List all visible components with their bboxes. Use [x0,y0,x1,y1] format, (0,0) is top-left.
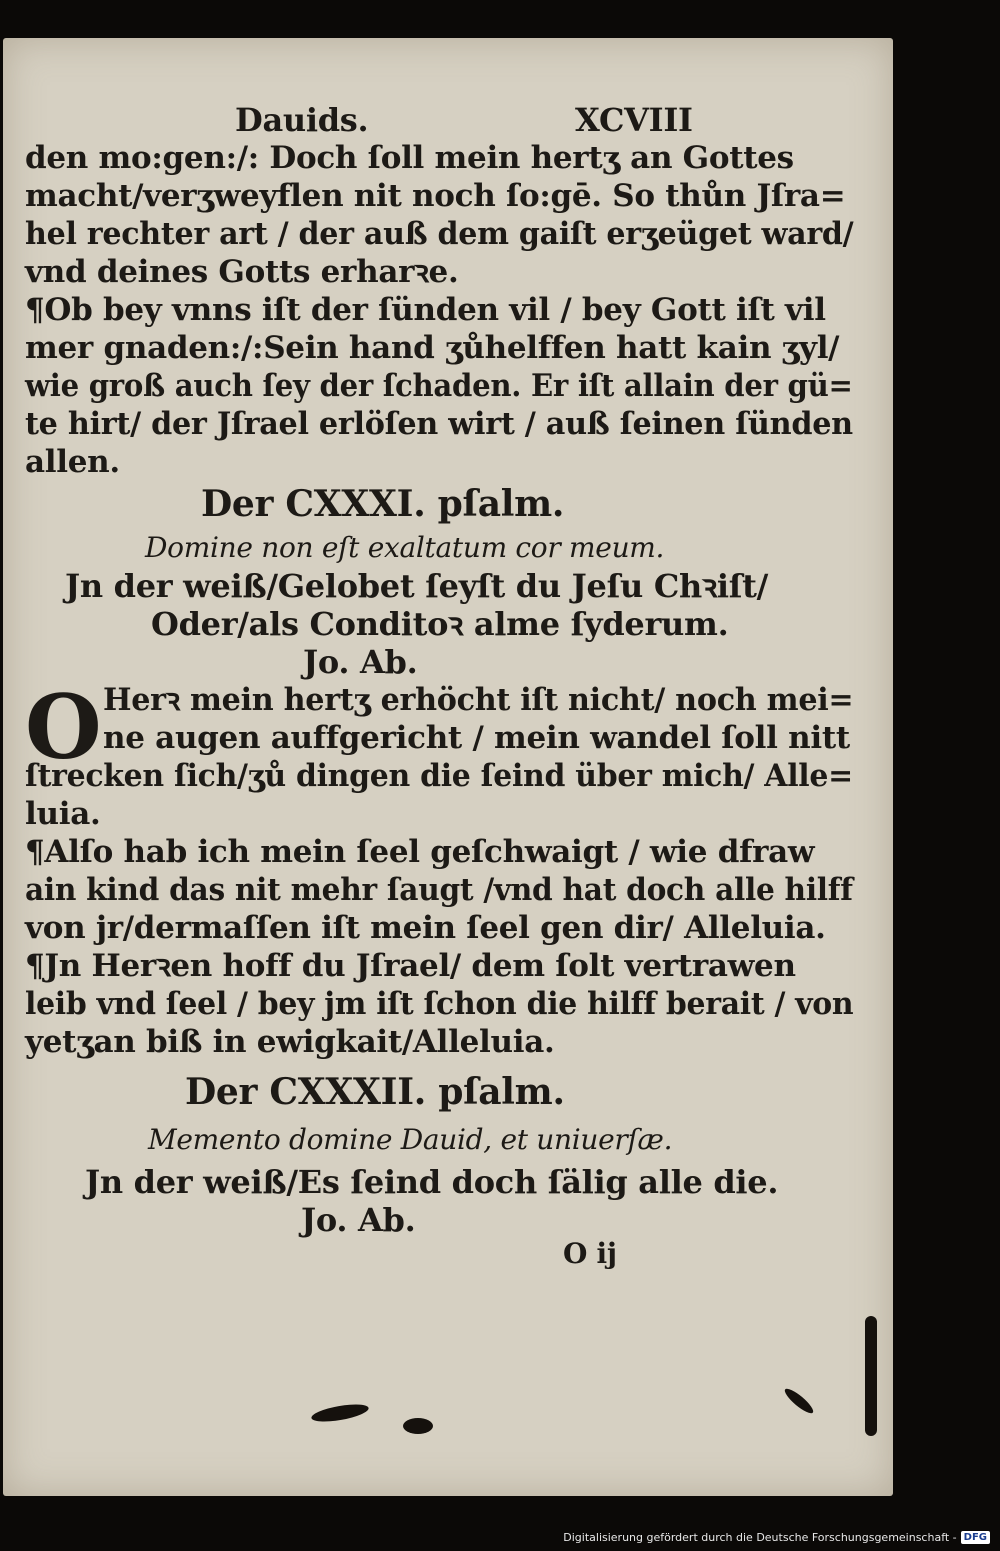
psalm-131-latin-incipit: Domine non eſt exaltatum cor meum. [145,531,665,564]
text-line: wie groß auch ſey der ſchaden. Er iſt allain der gü= [25,368,853,404]
text-line: mer gnaden:/:Sein hand ʒůhelffen hatt kain ʒyl/ [25,330,840,366]
text-line: den mo:gen:/: Doch ſoll mein hertʒ an Gottes [25,140,794,176]
text-line: ain kind das nit mehr ſaugt /vnd hat doch alle hilff [25,872,853,908]
text-line: ne augen auffgericht / mein wandel ſoll nitt [103,720,850,756]
psalm-131-tune-line: Jn der weiß/Gelobet ſeyſt du Jeſu Chꝛiſt/ [65,567,769,605]
psalm-132-authors: Jo. Ab. [301,1201,416,1239]
text-line: leib vnd ſeel / bey jm iſt ſchon die hilff berait / von [25,986,854,1022]
text-line: macht/verʒweyflen nit noch ſo:gē. So thůn Jſra= [25,178,846,214]
drop-cap: O [25,675,102,779]
text-line: allen. [25,444,120,480]
ink-stain [865,1316,877,1436]
signature-mark: O ij [563,1237,617,1270]
text-line: Herꝛ mein hertʒ erhöcht iſt nicht/ noch mei= [103,682,854,718]
psalm-131-authors: Jo. Ab. [303,643,418,681]
text-line: ¶Jn Herꝛen hoff du Jſrael/ dem ſolt vertrawen [25,948,796,984]
text-line: vnd deines Gotts erharꝛe. [25,254,459,290]
book-page [3,38,893,1496]
text-line: von jr/dermaſſen iſt mein ſeel gen dir/ Alleluia. [25,910,826,946]
psalm-131-heading: Der CXXXI. pſalm. [201,483,565,525]
text-line: ¶Alſo hab ich mein ſeel geſchwaigt / wie dfraw [25,834,815,870]
text-line: yetʒan biß in ewigkait/Alleluia. [25,1024,555,1060]
psalm-132-latin-incipit: Memento domine Dauid, et uniuerſæ. [148,1123,673,1156]
ink-stain [403,1418,433,1434]
text-line: luia. [25,796,101,832]
psalm-132-heading: Der CXXXII. pſalm. [185,1071,565,1113]
text-line: hel rechter art / der auß dem gaiſt erʒeüget ward/ [25,216,854,252]
ink-stain [310,1401,370,1425]
text-line: te hirt/ der Jſrael erlöſen wirt / auß ſeinen ſünden [25,406,853,442]
digitization-footer [563,1527,990,1547]
text-line: ſtrecken ſich/ʒů dingen die ſeind über mich/ Alle= [25,758,853,794]
psalm-131-tune-line-2: Oder/als Conditoꝛ alme ſyderum. [151,605,729,643]
running-head-title: Dauids. [235,101,369,139]
ink-stain [782,1386,816,1417]
funding-credit: Digitalisierung gefördert durch die Deutsche Forschungsgemeinschaft - [563,1530,957,1544]
psalm-132-tune-line: Jn der weiß/Es ſeind doch ſälig alle die. [85,1163,779,1201]
folio-number: XCVIII [575,101,693,139]
dfg-logo: DFG [961,1531,990,1544]
text-line: ¶Ob bey vnns iſt der ſünden vil / bey Gott iſt vil [25,292,826,328]
